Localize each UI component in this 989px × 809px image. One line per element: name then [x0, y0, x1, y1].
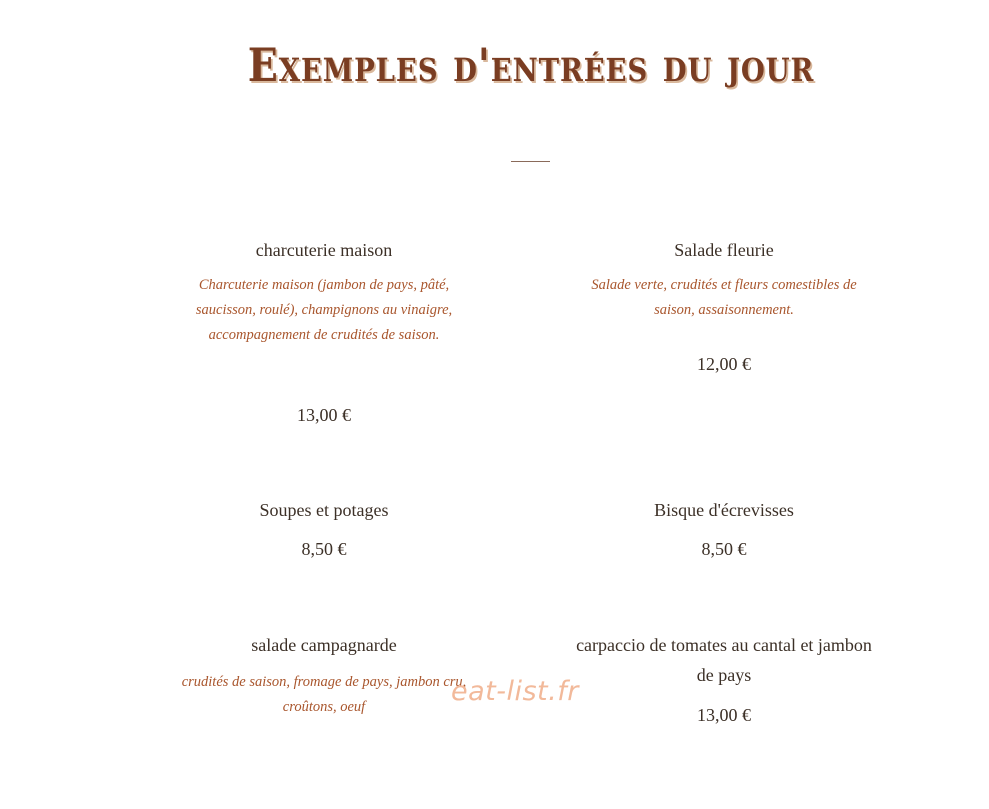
menu-item-description: crudités de saison, fromage de pays, jambon cru, croûtons, oeuf [181, 674, 467, 715]
menu-item-name: salade campagnarde [251, 635, 397, 655]
menu-item-charcuterie [174, 235, 474, 435]
menu-item-name: Soupes et potages [259, 500, 389, 520]
menu-item-price: 12,00 € [697, 354, 751, 374]
menu-item-description: Salade verte, crudités et fleurs comestibles de saison, assaisonnement. [591, 277, 857, 318]
page-title: Exemples d'entrées du jour [247, 38, 815, 92]
menu-item-price: 8,50 € [701, 539, 747, 559]
menu-item-name: charcuterie maison [255, 240, 393, 260]
menu-item-name: Salade fleurie [674, 240, 774, 260]
menu-item-price: 8,50 € [301, 539, 347, 559]
menu-item-salade-campagnarde [174, 630, 474, 730]
menu-item-salade-fleurie [574, 235, 874, 385]
menu-item-name: carpaccio de tomates au cantal et jambon de pays [576, 635, 872, 685]
menu-item-price: 13,00 € [697, 705, 751, 725]
menu-item-soupes [174, 495, 474, 575]
menu-item-description: Charcuterie maison (jambon de pays, pâté, saucisson, roulé), champignons au vinaigre, accompagnement de crudités de saison. [195, 277, 453, 343]
menu-item-price: 13,00 € [297, 405, 351, 425]
watermark: eat-list.fr [451, 676, 579, 707]
title-divider [511, 161, 550, 162]
menu-item-carpaccio [574, 630, 874, 730]
menu-item-name: Bisque d'écrevisses [654, 500, 794, 520]
menu-item-bisque [574, 495, 874, 575]
